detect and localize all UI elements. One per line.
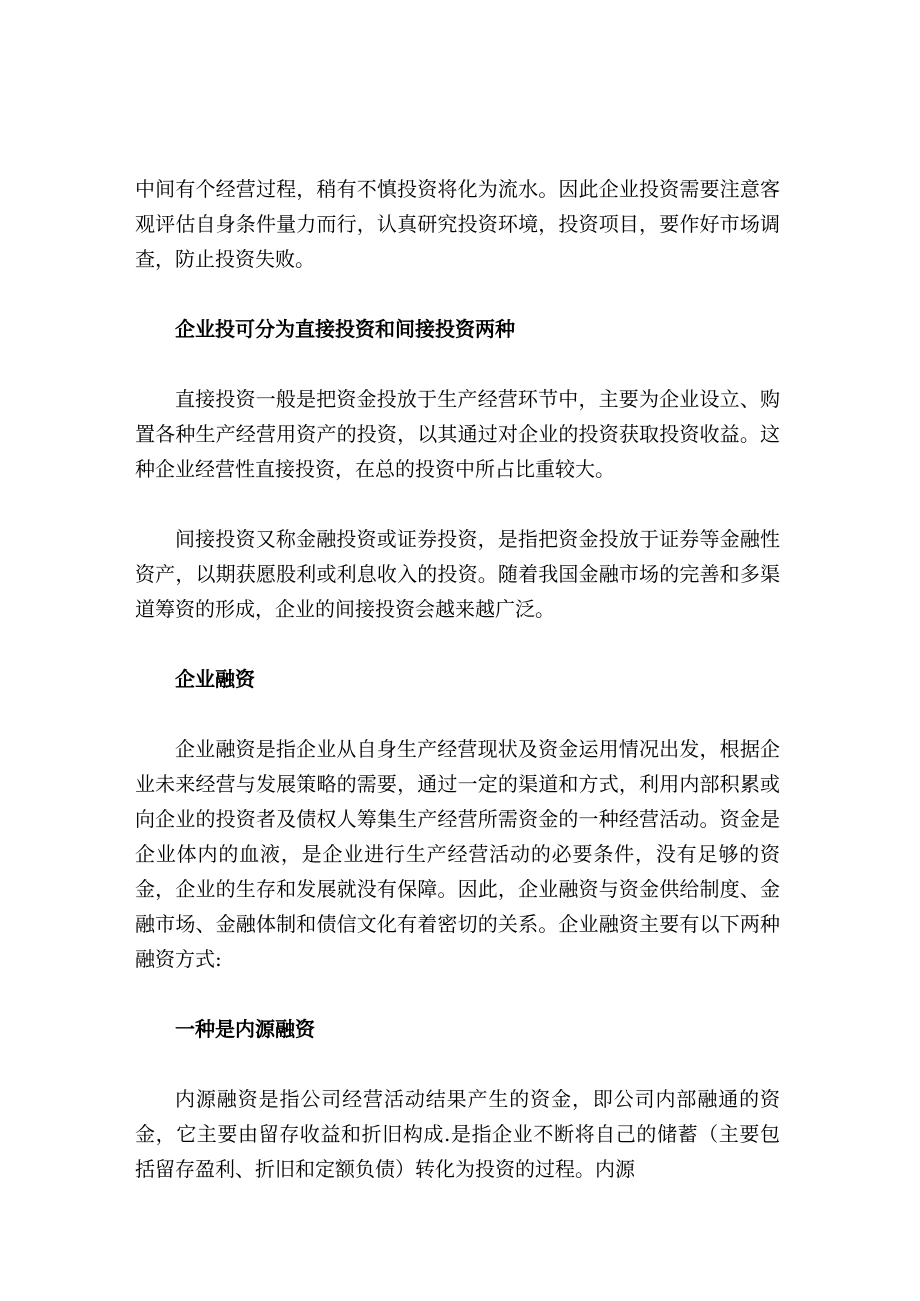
document-page	[135, 172, 780, 1187]
paragraph-gap	[135, 277, 780, 312]
paragraph-gap	[135, 697, 780, 732]
paragraph-gap	[135, 487, 780, 522]
paragraph-gap	[135, 977, 780, 1012]
paragraph-gap	[135, 1047, 780, 1082]
paragraph-financing-definition: 企业融资是指企业从自身生产经营现状及资金运用情况出发，根据企业未来经营与发展策略的需要，通过一定的渠道和方式，利用内部积累或向企业的投资者及债权人筹集生产经营所需资金的一种经营活动。资金是企业体内的血液，是企业进行生产经营活动的必要条件，没有足够的资金，企业的生存和发展就没有保障。因此，企业融资与资金供给制度、金融市场、金融体制和债信文化有着密切的关系。企业融资主要有以下两种融资方式:	[135, 737, 780, 971]
paragraph-investment-risk: 中间有个经营过程，稍有不慎投资将化为流水。因此企业投资需要注意客观评估自身条件量力而行，认真研究投资环境，投资项目，要作好市场调查，防止投资失败。	[135, 177, 780, 271]
paragraph-gap	[135, 627, 780, 662]
paragraph-indirect-investment: 间接投资又称金融投资或证券投资，是指把资金投放于证券等金融性资产，以期获愿股利或利息收入的投资。随着我国金融市场的完善和多渠道筹资的形成，企业的间接投资会越来越广泛。	[135, 527, 780, 621]
heading-enterprise-financing: 企业融资	[175, 667, 255, 691]
paragraph-gap	[135, 347, 780, 382]
paragraph-direct-investment: 直接投资一般是把资金投放于生产经营环节中，主要为企业设立、购置各种生产经营用资产的投资，以其通过对企业的投资获取投资收益。这种企业经营性直接投资，在总的投资中所占比重较大。	[135, 387, 780, 481]
heading-investment-types: 企业投可分为直接投资和间接投资两种	[175, 317, 515, 341]
heading-internal-financing: 一种是内源融资	[175, 1017, 315, 1041]
paragraph-internal-financing: 内源融资是指公司经营活动结果产生的资金，即公司内部融通的资金，它主要由留存收益和折旧构成.是指企业不断将自己的储蓄（主要包括留存盈利、折旧和定额负债）转化为投资的过程。内源	[135, 1087, 780, 1181]
